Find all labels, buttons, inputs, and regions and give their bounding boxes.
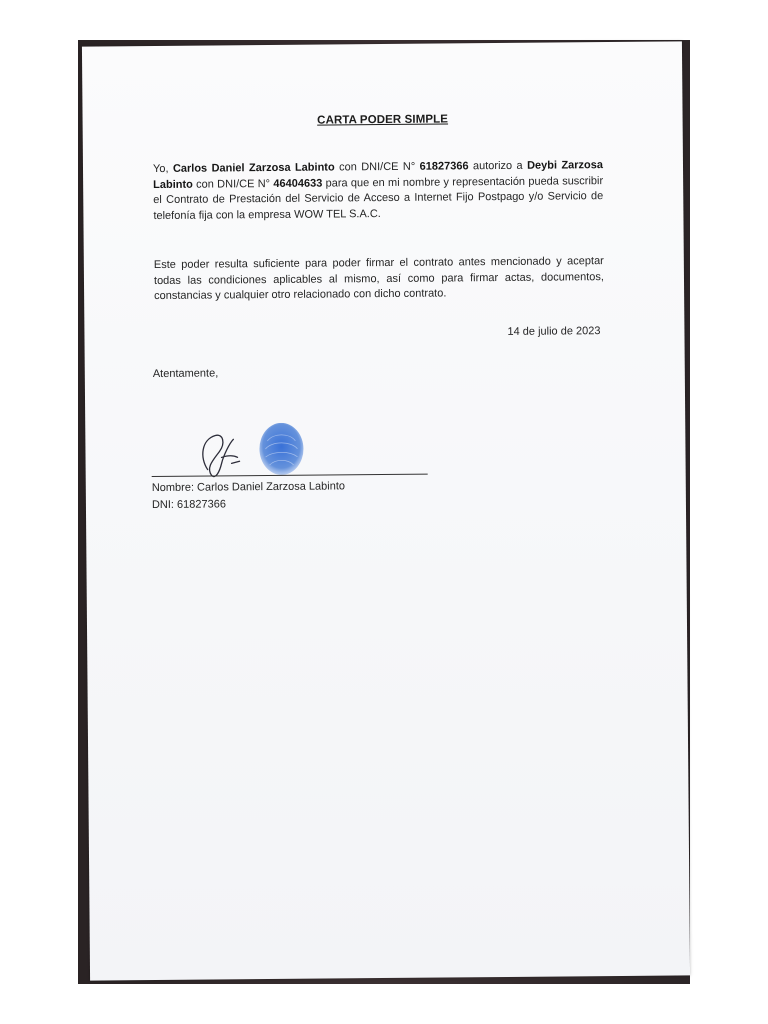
p1-text-5: para que en mi nombre y representación pueda suscribir el Contrato de Prestación del Servicio de Acceso a Internet Fijo Postpago y/o Servicio de telefonía fija con la empresa WOW TEL S.A.C. [153,174,604,222]
authorization-paragraph [153,158,604,224]
document-date: 14 de julio de 2023 [507,325,601,338]
grantor-name: Carlos Daniel Zarzosa Labinto [172,161,335,175]
scope-paragraph: Este poder resulta suficiente para poder firmar el contrato antes mencionado y aceptar todas las condiciones aplicables al mismo, así como para firmar actas, documentos, constancias y cualquier otro relacionado con dicho contrato. [153,255,605,303]
p1-text-1: Yo, [152,162,173,176]
paper-sheet [82,41,690,980]
p1-text-4: con DNI/CE N° [192,177,274,191]
grantee-dni: 46404633 [273,177,323,190]
p1-text-3: autorizo a [468,159,528,173]
signature-name: Nombre: Carlos Daniel Zarzosa Labinto [151,480,346,495]
signature-dni: DNI: 61827366 [151,498,226,512]
signature-area [185,417,326,488]
grantor-dni: 61827366 [419,160,469,173]
closing-salutation: Atentamente, [152,367,219,381]
document-title: CARTA PODER SIMPLE [317,113,449,127]
grantee-name: Deybi Zarzosa Labinto [153,159,604,191]
p1-text-2: con DNI/CE N° [334,160,420,174]
fingerprint-icon [255,423,307,479]
